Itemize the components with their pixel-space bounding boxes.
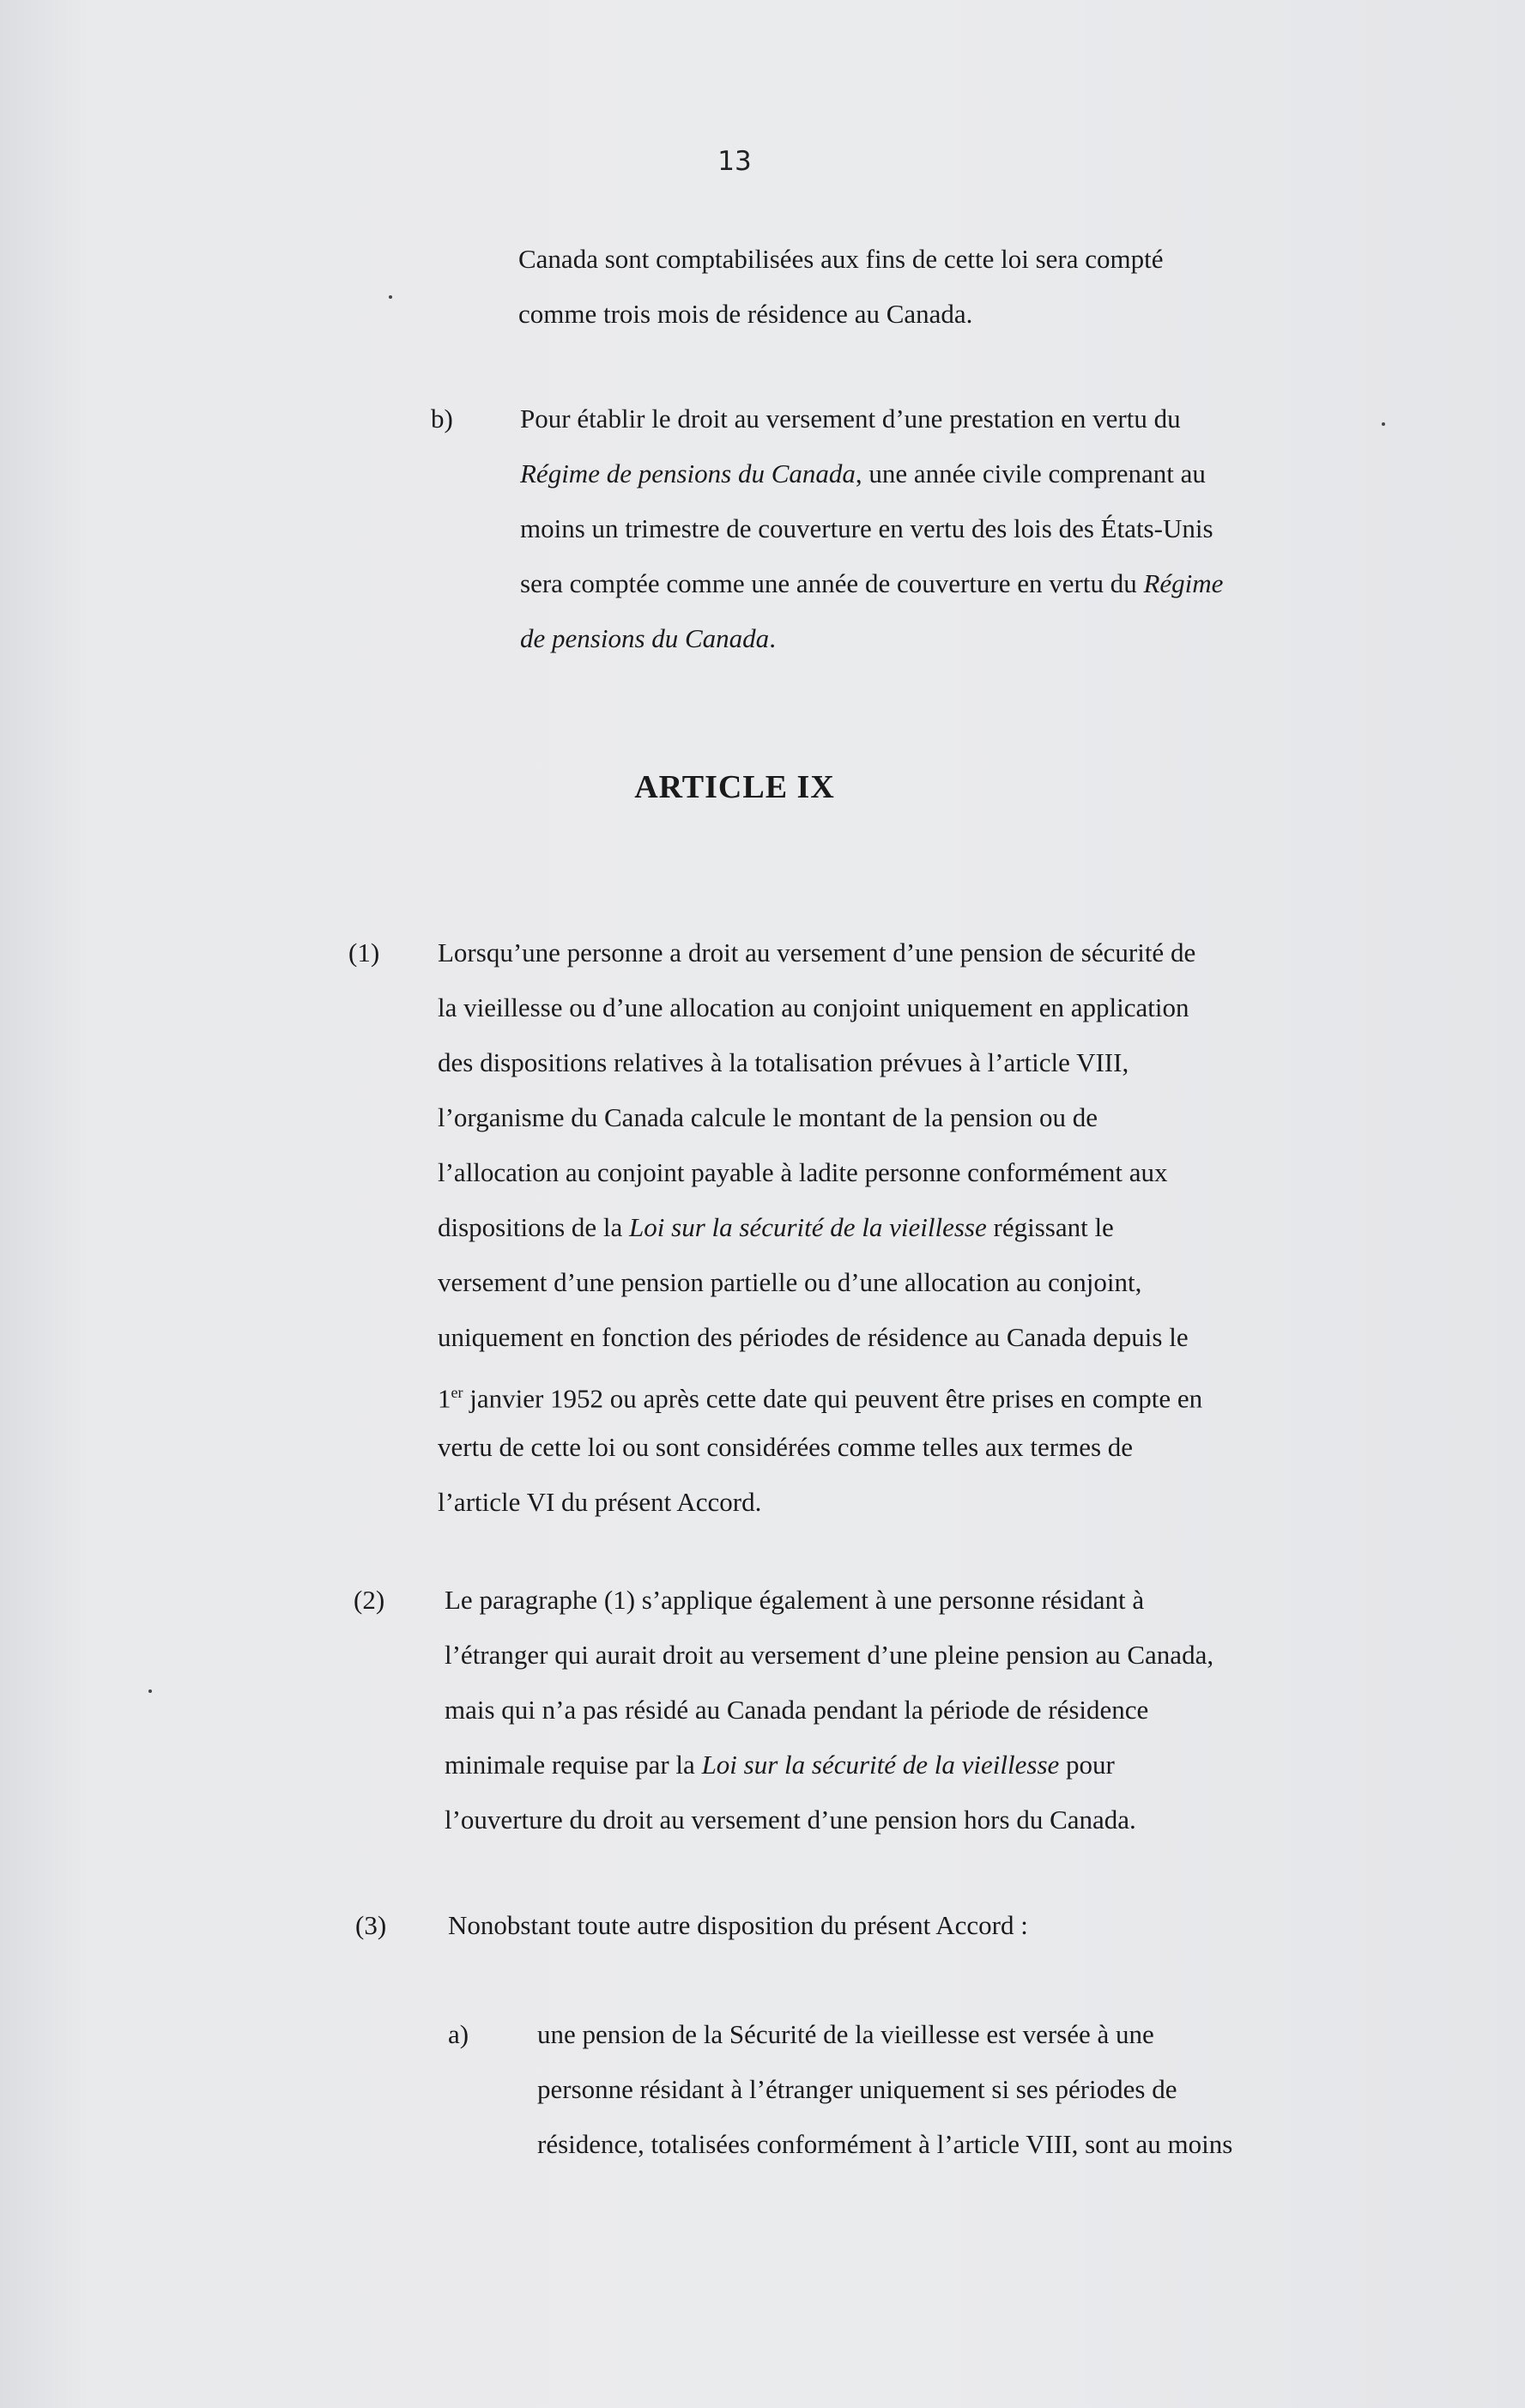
text-line: dispositions de la Loi sur la sécurité de la vieillesse régissant le (438, 1212, 1114, 1242)
intro-paragraph (518, 232, 1164, 342)
scan-speck (1382, 422, 1385, 426)
text-line: Le paragraphe (1) s’applique également à une personne résidant à (445, 1585, 1145, 1615)
text-line: personne résidant à l’étranger uniquement si ses périodes de (537, 2074, 1177, 2104)
text-line: uniquement en fonction des périodes de résidence au Canada depuis le (438, 1322, 1189, 1352)
text-line: Régime de pensions du Canada, une année civile comprenant au (520, 458, 1206, 488)
text-line: des dispositions relatives à la totalisation prévues à l’article VIII, (438, 1047, 1129, 1077)
text-line: mais qui n’a pas résidé au Canada pendant la période de résidence (445, 1695, 1149, 1725)
text-line: une pension de la Sécurité de la vieillesse est versée à une (537, 2019, 1154, 2049)
text-line: Pour établir le droit au versement d’une prestation en vertu du (520, 403, 1181, 434)
text-line: Nonobstant toute autre disposition du présent Accord : (448, 1910, 1028, 1940)
paragraph-2-label: (2) (354, 1585, 385, 1615)
scan-speck (148, 1689, 152, 1693)
text-line: l’article VI du présent Accord. (438, 1487, 762, 1517)
text-line: Lorsqu’une personne a droit au versement d’une pension de sécurité de (438, 937, 1196, 967)
item-b-paragraph (520, 391, 1223, 666)
text-line: l’étranger qui aurait droit au versement d’une pleine pension au Canada, (445, 1640, 1214, 1670)
text-line: l’allocation au conjoint payable à ladite personne conformément aux (438, 1157, 1168, 1187)
text-line: 1er janvier 1952 ou après cette date qui peuvent être prises en compte en (438, 1383, 1203, 1414)
paragraph-1-label: (1) (348, 937, 380, 967)
text-line: sera comptée comme une année de couverture en vertu du Régime (520, 568, 1224, 598)
text-line: comme trois mois de résidence au Canada. (518, 299, 973, 329)
page-number: 13 (717, 146, 752, 177)
item-b-label: b) (431, 403, 453, 434)
paragraph-2 (445, 1573, 1213, 1847)
paragraph-1 (438, 925, 1202, 1530)
text-line: l’organisme du Canada calcule le montant de la pension ou de (438, 1102, 1098, 1132)
text-line: résidence, totalisées conformément à l’article VIII, sont au moins (537, 2129, 1233, 2159)
article-heading: ARTICLE IX (634, 769, 835, 805)
item-a-paragraph (537, 2007, 1232, 2172)
text-line: Canada sont comptabilisées aux fins de cette loi sera compté (518, 244, 1164, 274)
text-line: la vieillesse ou d’une allocation au conjoint uniquement en application (438, 992, 1189, 1022)
paragraph-3 (448, 1898, 1028, 1953)
text-line: minimale requise par la Loi sur la sécurité de la vieillesse pour (445, 1750, 1115, 1780)
text-line: versement d’une pension partielle ou d’une allocation au conjoint, (438, 1267, 1142, 1297)
text-line: de pensions du Canada. (520, 623, 776, 653)
text-line: vertu de cette loi ou sont considérées comme telles aux termes de (438, 1432, 1134, 1462)
text-line: l’ouverture du droit au versement d’une pension hors du Canada. (445, 1804, 1136, 1835)
scan-speck (389, 295, 392, 299)
text-line: moins un trimestre de couverture en vertu des lois des États-Unis (520, 513, 1213, 543)
item-a-label: a) (448, 2019, 469, 2049)
paragraph-3-label: (3) (355, 1910, 387, 1940)
